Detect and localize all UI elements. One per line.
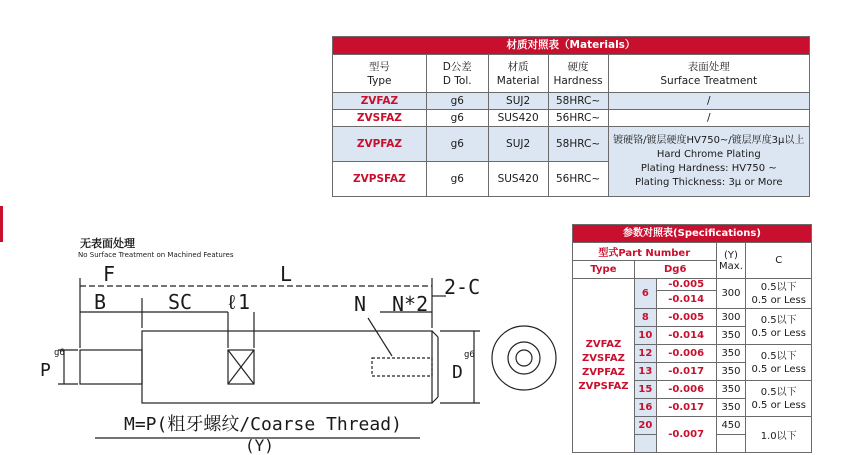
material-cell: SUS420 xyxy=(488,110,548,127)
type-list: ZVFAZ ZVSFAZ ZVPFAZ ZVPSFAZ xyxy=(573,279,635,453)
c-cell: 0.5以下 0.5 or Less xyxy=(746,279,812,309)
y-max-header: (Y) Max. xyxy=(716,243,746,279)
tol-cell: -0.005 xyxy=(656,309,716,327)
tol-cell: -0.005 xyxy=(656,279,716,291)
dim-N2: N*2 xyxy=(392,292,429,316)
specs-title: 参数对照表(Specifications) xyxy=(572,224,812,242)
end-view-hole xyxy=(516,350,532,366)
materials-header-row xyxy=(333,55,810,93)
tol-cell: -0.014 xyxy=(656,291,716,309)
dim-P-tol: g6 xyxy=(54,348,65,358)
plating-line: Plating Thickness: 3μ or More xyxy=(634,176,783,188)
c-cell: 0.5以下 0.5 or Less xyxy=(746,309,812,345)
threaded-end xyxy=(80,350,142,384)
d-cell: 10 xyxy=(634,327,656,345)
hardness-cell: 56HRC~ xyxy=(548,162,608,197)
d-cell: 13 xyxy=(634,363,656,381)
type-cell: ZVSFAZ xyxy=(333,110,427,127)
y-cell: 350 xyxy=(716,345,746,363)
y-cell: 350 xyxy=(716,381,746,399)
dim-D: D xyxy=(452,362,463,383)
c-header: C xyxy=(746,243,812,279)
dg6-header: Dg6 xyxy=(634,261,716,279)
shaft-body xyxy=(142,331,432,403)
part-number-header: 型式Part Number xyxy=(573,243,717,261)
c-cell: 1.0以下 xyxy=(746,417,812,453)
materials-table xyxy=(332,36,810,197)
note-en: No Surface Treatment on Machined Features xyxy=(78,251,234,259)
d-cell: 15 xyxy=(634,381,656,399)
surface-cell: / xyxy=(608,110,809,127)
y-cell: 350 xyxy=(716,363,746,381)
header-hardness: 硬度 Hardness xyxy=(548,55,608,93)
end-view-inner xyxy=(508,342,540,374)
c-cell: 0.5以下 0.5 or Less xyxy=(746,345,812,381)
tol-cell: g6 xyxy=(426,162,488,197)
hardness-cell: 58HRC~ xyxy=(548,127,608,162)
surface-cell: / xyxy=(608,93,809,110)
table-row xyxy=(333,93,810,110)
type-cell: ZVPSFAZ xyxy=(333,162,427,197)
hardness-cell: 56HRC~ xyxy=(548,110,608,127)
header-material: 材质 Material xyxy=(488,55,548,93)
tol-cell: -0.006 xyxy=(656,381,716,399)
y-cell: 300 xyxy=(716,279,746,309)
table-row xyxy=(333,127,810,162)
y-cell: 350 xyxy=(716,327,746,345)
d-cell: 20 xyxy=(634,417,656,435)
c-cell: 0.5以下 0.5 or Less xyxy=(746,381,812,417)
type-cell: ZVFAZ xyxy=(333,93,427,110)
d-cell: 8 xyxy=(634,309,656,327)
tol-cell: g6 xyxy=(426,93,488,110)
dim-SC: SC xyxy=(168,290,193,314)
plating-line: Hard Chrome Plating xyxy=(656,148,761,160)
dim-L: L xyxy=(280,262,293,286)
y-cell: 450 xyxy=(716,417,746,435)
table-row xyxy=(333,110,810,127)
y-cell: 300 xyxy=(716,309,746,327)
tol-cell: -0.017 xyxy=(656,399,716,417)
d-cell: 16 xyxy=(634,399,656,417)
dim-l1: ℓ1 xyxy=(226,290,251,314)
plating-cell xyxy=(608,127,809,197)
tol-cell: -0.007 xyxy=(656,417,716,453)
type-header: Type xyxy=(573,261,635,279)
end-view-outer xyxy=(492,326,556,390)
type-cell: ZVPFAZ xyxy=(333,127,427,162)
header-type: 型号 Type xyxy=(333,55,427,93)
d-cell: 6 xyxy=(634,279,656,309)
material-cell: SUS420 xyxy=(488,162,548,197)
dim-F: F xyxy=(103,262,116,286)
y-cell: 350 xyxy=(716,399,746,417)
material-cell: SUJ2 xyxy=(488,127,548,162)
tol-cell: g6 xyxy=(426,110,488,127)
dim-N: N xyxy=(354,292,367,316)
tapped-hole xyxy=(372,358,432,376)
dim-chamfer: 2-C xyxy=(444,275,481,299)
material-cell: SUJ2 xyxy=(488,93,548,110)
table-row xyxy=(573,279,812,291)
dim-Y: (Y) xyxy=(245,436,274,455)
hardness-cell: 58HRC~ xyxy=(548,93,608,110)
header-surface: 表面处理 Surface Treatment xyxy=(608,55,809,93)
dim-P: P xyxy=(40,360,51,381)
tol-cell: -0.014 xyxy=(656,327,716,345)
tol-cell: g6 xyxy=(426,127,488,162)
specs-header-row xyxy=(573,243,812,261)
dim-B: B xyxy=(94,290,107,314)
thread-label: M=P(粗牙螺纹/Coarse Thread) xyxy=(124,414,402,435)
d-cell: 12 xyxy=(634,345,656,363)
plating-line: Plating Hardness: HV750 ~ xyxy=(640,162,777,174)
materials-title: 材质对照表（Materials） xyxy=(332,36,810,54)
tol-cell: -0.006 xyxy=(656,345,716,363)
tol-cell: -0.017 xyxy=(656,363,716,381)
dim-D-tol: g6 xyxy=(464,350,475,360)
header-tol: D公差 D Tol. xyxy=(426,55,488,93)
specifications-table xyxy=(572,224,812,453)
plating-line: 镀硬铬/镀层硬度HV750~/镀层厚度3μ以上 xyxy=(613,134,805,146)
note-cn: 无表面处理 xyxy=(80,237,135,250)
